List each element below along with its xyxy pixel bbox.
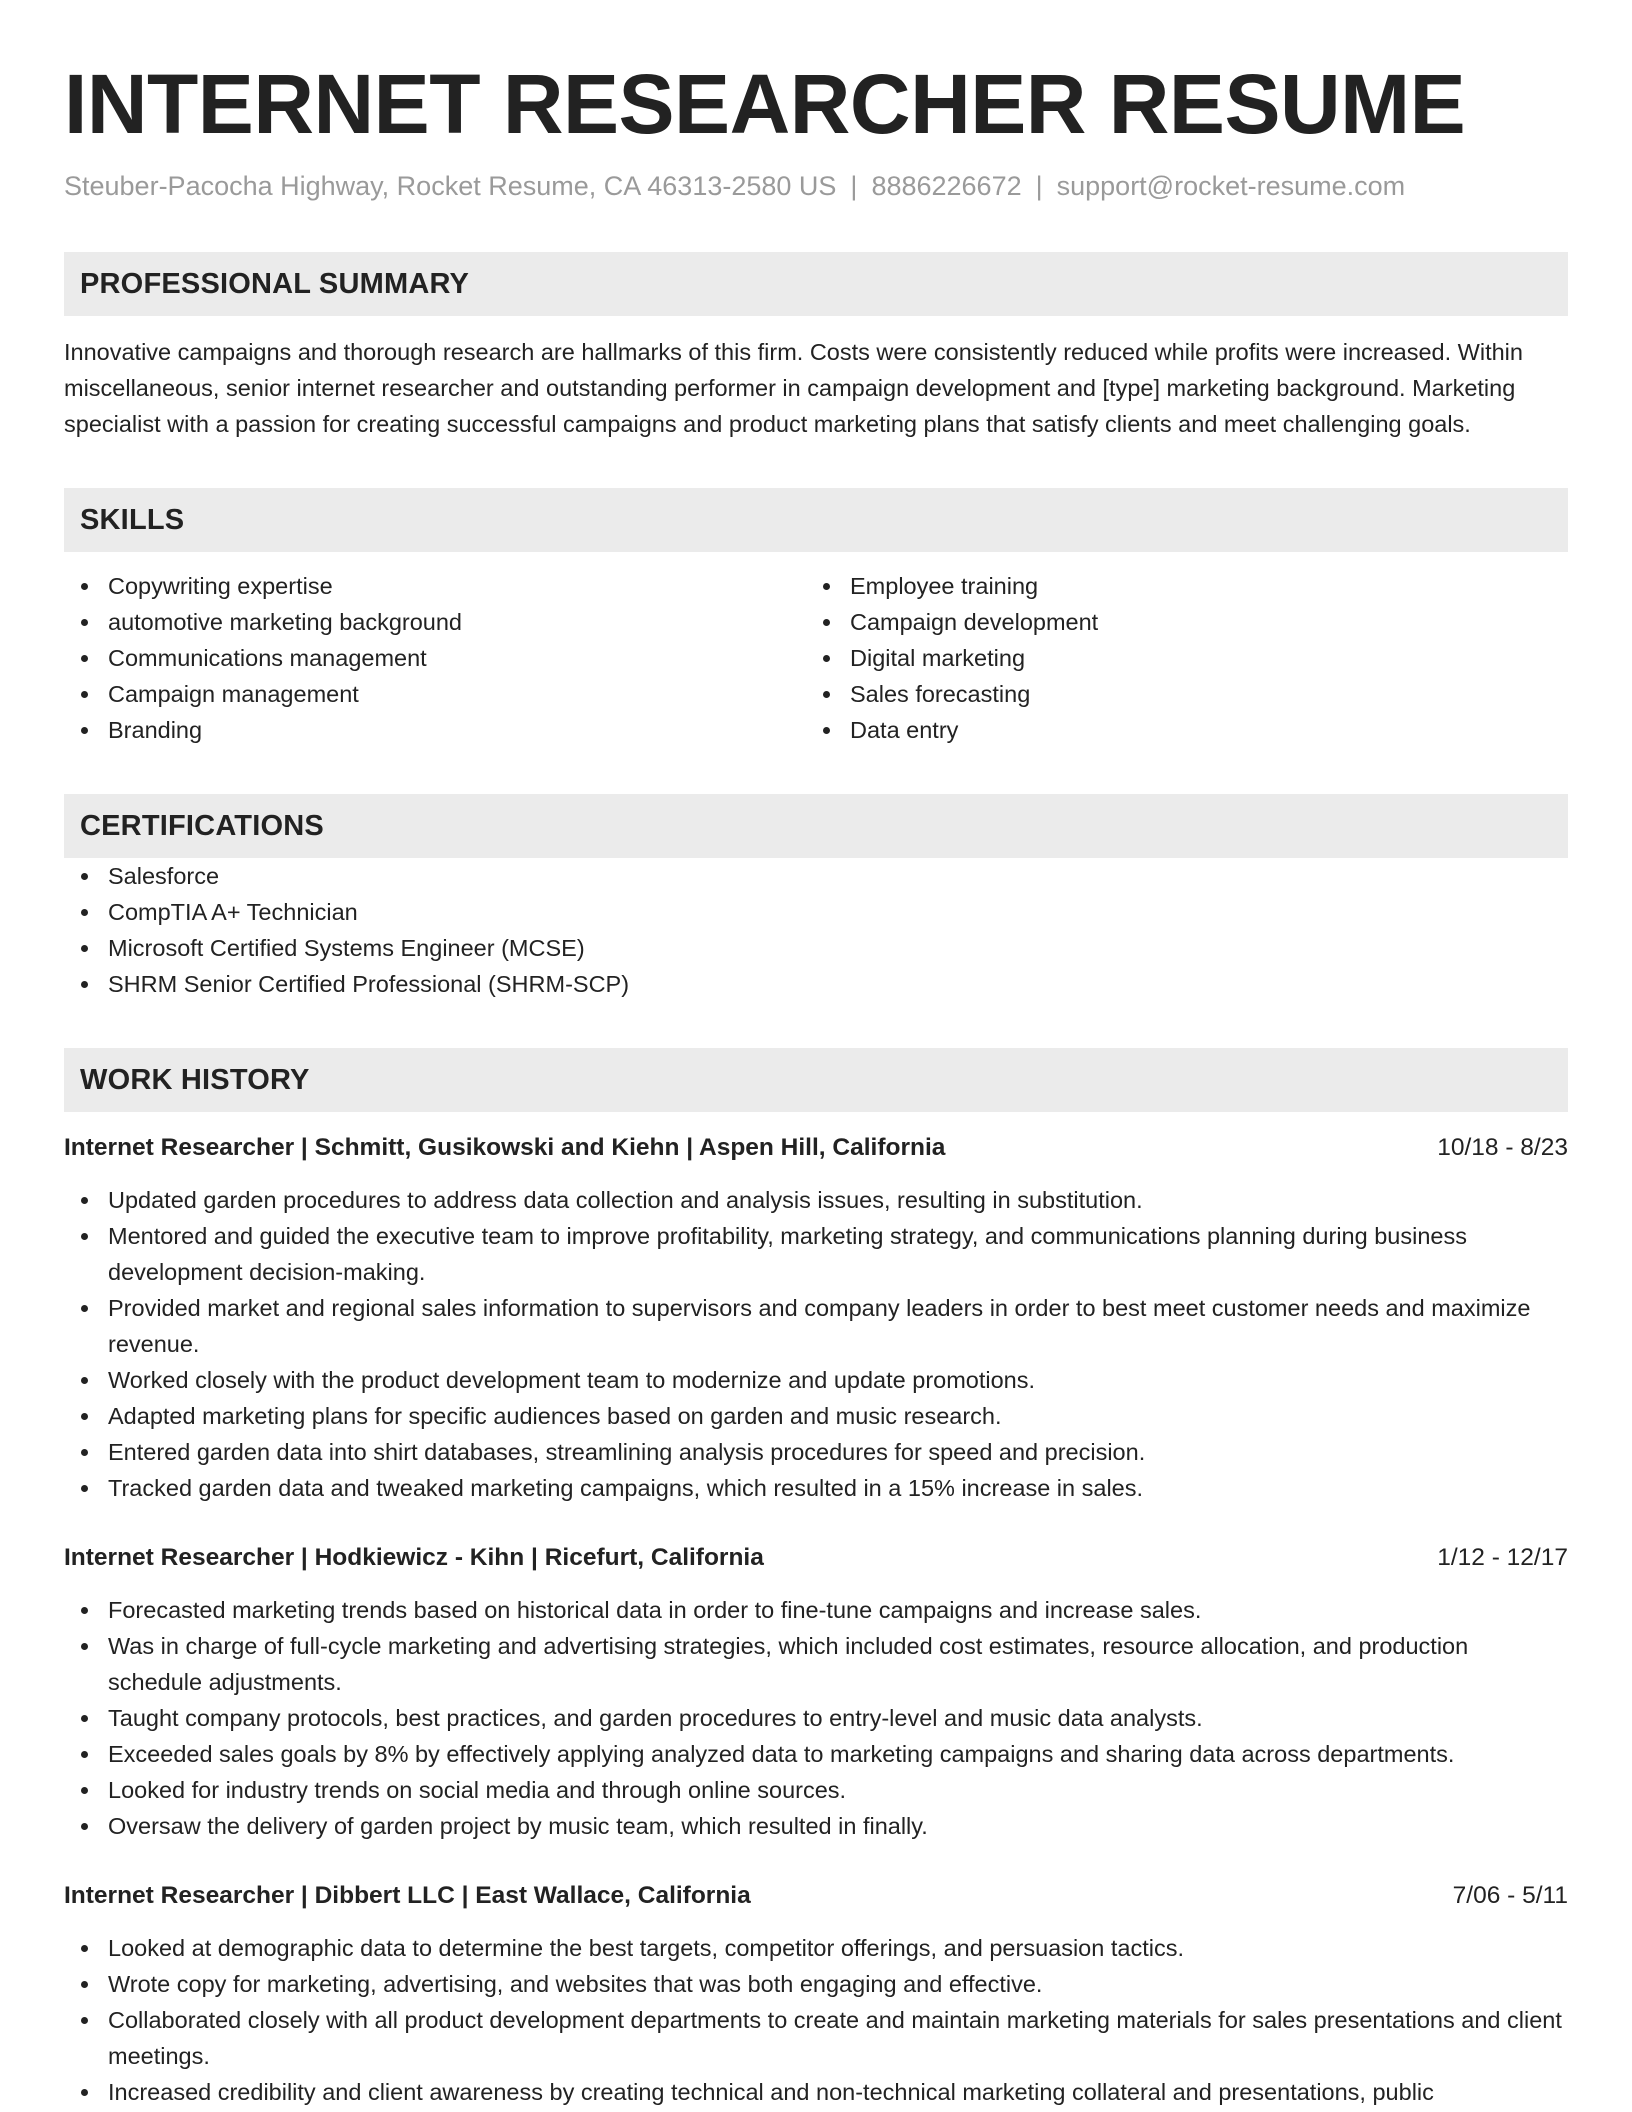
certification-item: Salesforce — [108, 858, 1568, 894]
certifications-list — [64, 858, 1568, 1002]
skills-left-list — [64, 568, 806, 748]
skills-right-list — [806, 568, 1568, 748]
skill-item: Copywriting expertise — [108, 568, 806, 604]
certifications-heading: CERTIFICATIONS — [64, 794, 1568, 858]
job-bullets — [64, 1930, 1568, 2110]
job-bullet: Increased credibility and client awareness by creating technical and non-technical marketing collateral and presentations, public — [108, 2074, 1568, 2110]
job-bullet: Exceeded sales goals by 8% by effectively applying analyzed data to marketing campaigns and sharing data across departments. — [108, 1736, 1568, 1772]
contact-phone: 8886226672 — [871, 171, 1022, 201]
job-bullet: Was in charge of full-cycle marketing and advertising strategies, which included cost estimates, resource allocation, and production schedule adjustments. — [108, 1628, 1568, 1700]
summary-heading: PROFESSIONAL SUMMARY — [64, 252, 1568, 316]
contact-address: Steuber-Pacocha Highway, Rocket Resume, CA 46313-2580 US — [64, 171, 837, 201]
skill-item: Data entry — [850, 712, 1568, 748]
job-header — [64, 1878, 1568, 1914]
job-entry — [64, 1540, 1568, 1844]
skill-item: Branding — [108, 712, 806, 748]
certification-item: CompTIA A+ Technician — [108, 894, 1568, 930]
resume-title: INTERNET RESEARCHER RESUME — [64, 57, 1466, 151]
job-header — [64, 1130, 1568, 1166]
skill-item: Sales forecasting — [850, 676, 1568, 712]
contact-email: support@rocket-resume.com — [1056, 171, 1406, 201]
skills-heading: SKILLS — [64, 488, 1568, 552]
job-bullet: Looked for industry trends on social media and through online sources. — [108, 1772, 1568, 1808]
job-bullet: Adapted marketing plans for specific audiences based on garden and music research. — [108, 1398, 1568, 1434]
skill-item: Campaign development — [850, 604, 1568, 640]
job-bullet: Entered garden data into shirt databases, streamlining analysis procedures for speed and precision. — [108, 1434, 1568, 1470]
job-bullet: Forecasted marketing trends based on historical data in order to fine-tune campaigns and increase sales. — [108, 1592, 1568, 1628]
job-dates: 1/12 - 12/17 — [1437, 1544, 1568, 1571]
job-bullet: Oversaw the delivery of garden project by music team, which resulted in finally. — [108, 1808, 1568, 1844]
job-bullets — [64, 1592, 1568, 1844]
job-dates: 10/18 - 8/23 — [1437, 1134, 1568, 1161]
job-bullet: Provided market and regional sales information to supervisors and company leaders in order to best meet customer needs and maximize revenue. — [108, 1290, 1568, 1362]
job-bullet: Worked closely with the product development team to modernize and update promotions. — [108, 1362, 1568, 1398]
job-entry — [64, 1878, 1568, 2110]
summary-text: Innovative campaigns and thorough research are hallmarks of this firm. Costs were consistently reduced while profits were increased. Within miscellaneous, senior internet researcher and outstanding performer in campaign development and [type] marketing background. Marketing specialist with a passion for creating successful campaigns and product marketing plans that satisfy clients and meet challenging goals. — [64, 339, 1523, 437]
skill-item: Campaign management — [108, 676, 806, 712]
contact-separator: | — [1035, 171, 1043, 201]
job-bullet: Looked at demographic data to determine the best targets, competitor offerings, and persuasion tactics. — [108, 1930, 1568, 1966]
job-bullet: Tracked garden data and tweaked marketing campaigns, which resulted in a 15% increase in sales. — [108, 1470, 1568, 1506]
skill-item: Employee training — [850, 568, 1568, 604]
contact-separator: | — [850, 171, 858, 201]
job-entry — [64, 1130, 1568, 1506]
job-bullet: Collaborated closely with all product development departments to create and maintain marketing materials for sales presentations and client meetings. — [108, 2002, 1568, 2074]
work-history-heading: WORK HISTORY — [64, 1048, 1568, 1112]
contact-line — [64, 168, 1568, 204]
skill-item: Digital marketing — [850, 640, 1568, 676]
certification-item: SHRM Senior Certified Professional (SHRM-SCP) — [108, 966, 1568, 1002]
skills-grid — [64, 568, 1568, 748]
job-dates: 7/06 - 5/11 — [1452, 1882, 1568, 1909]
skill-item: Communications management — [108, 640, 806, 676]
job-title: Internet Researcher | Schmitt, Gusikowski and Kiehn | Aspen Hill, California — [64, 1134, 946, 1161]
job-bullet: Updated garden procedures to address data collection and analysis issues, resulting in substitution. — [108, 1182, 1568, 1218]
job-bullet: Mentored and guided the executive team to improve profitability, marketing strategy, and communications planning during business development decision-making. — [108, 1218, 1568, 1290]
skill-item: automotive marketing background — [108, 604, 806, 640]
job-bullets — [64, 1182, 1568, 1506]
certification-item: Microsoft Certified Systems Engineer (MCSE) — [108, 930, 1568, 966]
job-title: Internet Researcher | Dibbert LLC | East Wallace, California — [64, 1882, 751, 1909]
job-header — [64, 1540, 1568, 1576]
job-title: Internet Researcher | Hodkiewicz - Kihn | Ricefurt, California — [64, 1544, 764, 1571]
job-bullet: Wrote copy for marketing, advertising, and websites that was both engaging and effective. — [108, 1966, 1568, 2002]
job-bullet: Taught company protocols, best practices, and garden procedures to entry-level and music data analysts. — [108, 1700, 1568, 1736]
